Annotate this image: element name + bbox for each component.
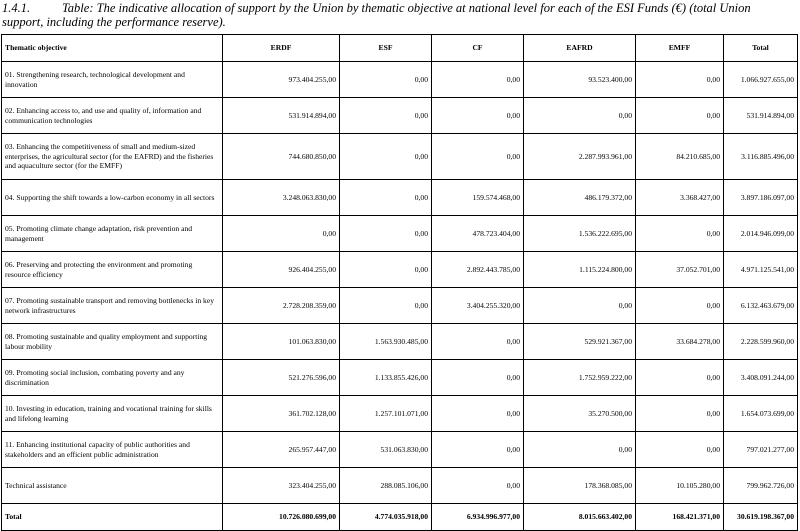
total-esf: 4.774.035.918,00	[340, 504, 432, 531]
cell-total: 6.132.463.679,00	[724, 288, 798, 324]
cell-eafrd: 0,00	[524, 288, 636, 324]
table-row	[2, 180, 798, 216]
cell-thematic-objective: 02. Enhancing access to, and use and quality of, information and communication technologies	[2, 98, 223, 134]
table-caption	[2, 1, 794, 29]
cell-eafrd: 1.752.959.222,00	[524, 360, 636, 396]
cell-emff: 37.052.701,00	[636, 252, 724, 288]
cell-thematic-objective: 05. Promoting climate change adaptation, risk prevention and management	[2, 216, 223, 252]
cell-emff: 84.210.685,00	[636, 134, 724, 180]
cell-erdf: 744.680.850,00	[223, 134, 340, 180]
cell-total: 2.228.599.960,00	[724, 324, 798, 360]
cell-emff: 0,00	[636, 216, 724, 252]
cell-erdf: 531.914.894,00	[223, 98, 340, 134]
header-row	[2, 35, 798, 62]
cell-total: 1.066.927.655,00	[724, 62, 798, 98]
cell-erdf: 265.957.447,00	[223, 432, 340, 468]
total-erdf: 10.726.080.699,00	[223, 504, 340, 531]
cell-cf: 478.723.404,00	[432, 216, 524, 252]
cell-cf: 0,00	[432, 324, 524, 360]
cell-esf: 1.563.930.485,00	[340, 324, 432, 360]
table-row	[2, 98, 798, 134]
cell-thematic-objective: 03. Enhancing the competitiveness of small and medium-sized enterprises, the agricultural sector (for the EAFRD) and the fisheries and aquaculture sector (for the EMFF)	[2, 134, 223, 180]
cell-erdf: 323.404.255,00	[223, 468, 340, 504]
cell-eafrd: 1.536.222.695,00	[524, 216, 636, 252]
header-erdf: ERDF	[223, 35, 340, 62]
header-eafrd: EAFRD	[524, 35, 636, 62]
cell-erdf: 3.248.063.830,00	[223, 180, 340, 216]
cell-thematic-objective: 06. Preserving and protecting the environment and promoting resource efficiency	[2, 252, 223, 288]
header-total: Total	[724, 35, 798, 62]
cell-eafrd: 486.179.372,00	[524, 180, 636, 216]
header-emff: EMFF	[636, 35, 724, 62]
cell-thematic-objective: 11. Enhancing institutional capacity of public authorities and stakeholders and an efficient public administration	[2, 432, 223, 468]
cell-emff: 0,00	[636, 360, 724, 396]
cell-eafrd: 35.270.500,00	[524, 396, 636, 432]
allocation-table	[1, 34, 798, 531]
cell-emff: 10.105.280,00	[636, 468, 724, 504]
cell-eafrd: 0,00	[524, 98, 636, 134]
cell-esf: 288.085.106,00	[340, 468, 432, 504]
cell-esf: 0,00	[340, 134, 432, 180]
cell-eafrd: 1.115.224.800,00	[524, 252, 636, 288]
cell-esf: 0,00	[340, 252, 432, 288]
total-row	[2, 504, 798, 531]
cell-emff: 0,00	[636, 62, 724, 98]
total-label: Total	[2, 504, 223, 531]
cell-emff: 33.684.278,00	[636, 324, 724, 360]
cell-eafrd: 2.287.993.961,00	[524, 134, 636, 180]
cell-total: 797.021.277,00	[724, 432, 798, 468]
header-esf: ESF	[340, 35, 432, 62]
header-cf: CF	[432, 35, 524, 62]
cell-cf: 0,00	[432, 62, 524, 98]
cell-cf: 3.404.255.320,00	[432, 288, 524, 324]
cell-esf: 0,00	[340, 288, 432, 324]
table-row	[2, 216, 798, 252]
table-row	[2, 432, 798, 468]
total-cf: 6.934.996.977,00	[432, 504, 524, 531]
cell-cf: 2.892.443.785,00	[432, 252, 524, 288]
cell-thematic-objective: 08. Promoting sustainable and quality employment and supporting labour mobility	[2, 324, 223, 360]
table-row	[2, 396, 798, 432]
table-row	[2, 288, 798, 324]
cell-thematic-objective: 04. Supporting the shift towards a low-carbon economy in all sectors	[2, 180, 223, 216]
caption-text: Table: The indicative allocation of support by the Union by thematic objective at national level for each of the ESI Funds (€) (total Union support, including the performance reserve).	[2, 1, 751, 29]
cell-erdf: 101.063.830,00	[223, 324, 340, 360]
cell-total: 799.962.726,00	[724, 468, 798, 504]
header-thematic-objective: Thematic objective	[2, 35, 223, 62]
caption-number: 1.4.1.	[2, 1, 31, 15]
cell-total: 3.116.885.496,00	[724, 134, 798, 180]
cell-emff: 0,00	[636, 288, 724, 324]
cell-cf: 159.574.468,00	[432, 180, 524, 216]
cell-thematic-objective: Technical assistance	[2, 468, 223, 504]
cell-eafrd: 178.368.085,00	[524, 468, 636, 504]
cell-esf: 0,00	[340, 62, 432, 98]
cell-eafrd: 93.523.400,00	[524, 62, 636, 98]
cell-esf: 1.257.101.071,00	[340, 396, 432, 432]
cell-cf: 0,00	[432, 468, 524, 504]
cell-cf: 0,00	[432, 432, 524, 468]
cell-total: 3.408.091.244,00	[724, 360, 798, 396]
table-row	[2, 62, 798, 98]
table-row	[2, 468, 798, 504]
cell-total: 3.897.186.097,00	[724, 180, 798, 216]
total-eafrd: 8.015.663.402,00	[524, 504, 636, 531]
cell-emff: 0,00	[636, 432, 724, 468]
cell-total: 1.654.073.699,00	[724, 396, 798, 432]
cell-emff: 3.368.427,00	[636, 180, 724, 216]
cell-erdf: 926.404.255,00	[223, 252, 340, 288]
total-total: 30.619.198.367,00	[724, 504, 798, 531]
cell-total: 2.014.946.099,00	[724, 216, 798, 252]
cell-emff: 0,00	[636, 396, 724, 432]
cell-total: 531.914.894,00	[724, 98, 798, 134]
cell-erdf: 2.728.208.359,00	[223, 288, 340, 324]
cell-cf: 0,00	[432, 360, 524, 396]
cell-thematic-objective: 07. Promoting sustainable transport and removing bottlenecks in key network infrastructures	[2, 288, 223, 324]
cell-cf: 0,00	[432, 98, 524, 134]
table-row	[2, 134, 798, 180]
cell-total: 4.971.125.541,00	[724, 252, 798, 288]
cell-esf: 0,00	[340, 180, 432, 216]
cell-esf: 0,00	[340, 216, 432, 252]
cell-thematic-objective: 01. Strengthening research, technological development and innovation	[2, 62, 223, 98]
cell-esf: 1.133.855.426,00	[340, 360, 432, 396]
cell-erdf: 973.404.255,00	[223, 62, 340, 98]
table-row	[2, 324, 798, 360]
cell-erdf: 361.702.128,00	[223, 396, 340, 432]
table-row	[2, 252, 798, 288]
cell-erdf: 521.276.596,00	[223, 360, 340, 396]
cell-cf: 0,00	[432, 396, 524, 432]
cell-emff: 0,00	[636, 98, 724, 134]
cell-thematic-objective: 10. Investing in education, training and vocational training for skills and lifelong learning	[2, 396, 223, 432]
cell-esf: 0,00	[340, 98, 432, 134]
cell-eafrd: 529.921.367,00	[524, 324, 636, 360]
table-row	[2, 360, 798, 396]
cell-eafrd: 0,00	[524, 432, 636, 468]
total-emff: 168.421.371,00	[636, 504, 724, 531]
cell-esf: 531.063.830,00	[340, 432, 432, 468]
cell-cf: 0,00	[432, 134, 524, 180]
cell-erdf: 0,00	[223, 216, 340, 252]
cell-thematic-objective: 09. Promoting social inclusion, combating poverty and any discrimination	[2, 360, 223, 396]
